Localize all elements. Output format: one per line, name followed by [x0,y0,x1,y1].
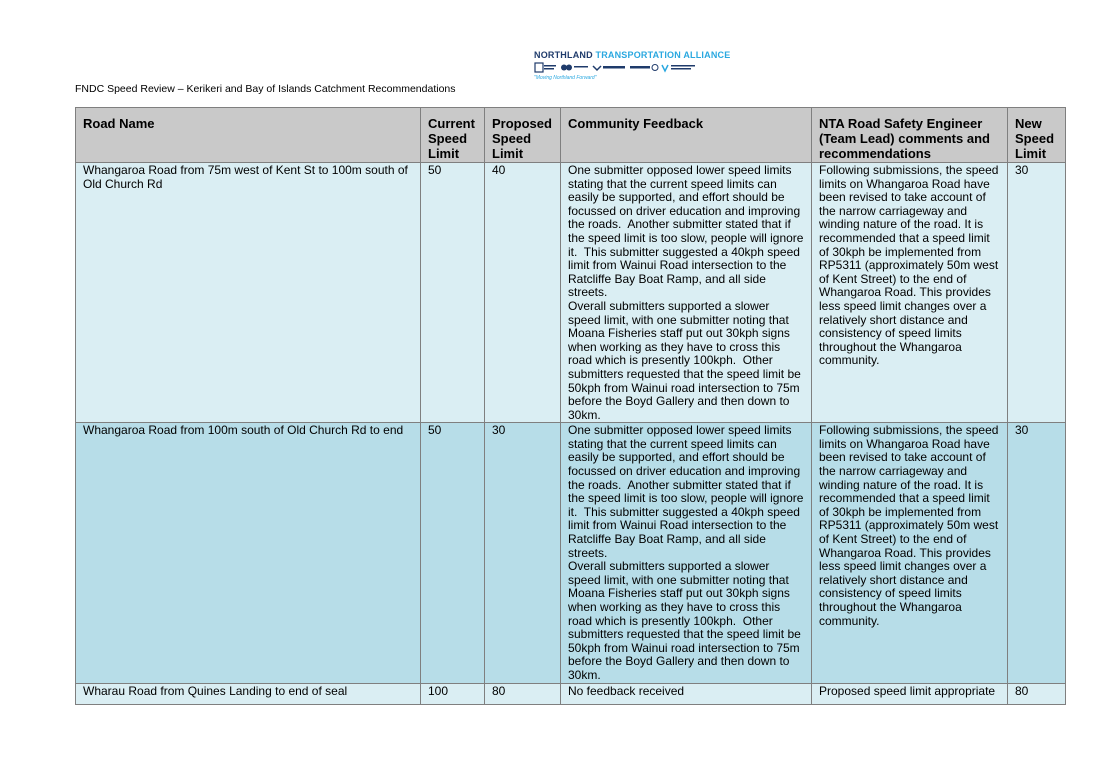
logo-partner-marks [534,62,704,74]
logo-title-part1: NORTHLAND [534,50,593,60]
header-road-name: Road Name [76,108,421,163]
fndc-mark [535,63,543,72]
cell-engineer-comments: Proposed speed limit appropriate [812,683,1008,704]
logo-title-part2: TRANSPORTATION ALLIANCE [595,50,731,60]
cell-new-speed: 80 [1008,683,1066,704]
document-title: FNDC Speed Review – Kerikeri and Bay of Islands Catchment Recommendations [75,83,456,95]
wdc-mark [593,66,601,70]
cell-proposed-speed: 40 [485,163,561,423]
nta-logo [534,50,731,82]
cell-road-name: Whangaroa Road from 100m south of Old Church Rd to end [76,423,421,683]
kdc-wordmark-line [574,66,588,68]
nzta-mark [662,65,668,71]
header-engineer-comments: NTA Road Safety Engineer (Team Lead) comments and recommendations [812,108,1008,163]
cell-current-speed: 50 [421,423,485,683]
nrc-mark [652,65,658,71]
cell-engineer-comments: Following submissions, the speed limits on Whangaroa Road have been revised to take account of the narrow carriageway and winding nature of the road. It is recommended that a speed limit of 30kph be implemented from RP5311 (approximately 50m west of Kent Street) to the end of Whangaroa Road. This provides less speed limit changes over a relatively short distance and consistency of speed limits throughout the Whangaroa community. [812,163,1008,423]
logo-tagline: "Moving Northland Forward" [534,75,597,81]
table-header-row [76,108,1066,163]
cell-new-speed: 30 [1008,163,1066,423]
table-row [76,163,1066,423]
table-row [76,683,1066,704]
nzta-wordmark-line [671,68,691,70]
cell-current-speed: 50 [421,163,485,423]
fndc-wordmark-line [544,65,556,67]
nzta-wordmark-line [671,65,695,67]
header-proposed-speed: Proposed Speed Limit [485,108,561,163]
partner-logos-graphic [534,62,704,74]
fndc-wordmark-line [544,68,554,70]
cell-road-name: Whangaroa Road from 75m west of Kent St to 100m south of Old Church Rd [76,163,421,423]
cell-community-feedback: No feedback received [561,683,812,704]
wdc-wordmark [603,66,625,69]
kdc-mark [566,65,572,71]
cell-proposed-speed: 30 [485,423,561,683]
cell-proposed-speed: 80 [485,683,561,704]
cell-engineer-comments: Following submissions, the speed limits on Whangaroa Road have been revised to take account of the narrow carriageway and winding nature of the road. It is recommended that a speed limit of 30kph be implemented from RP5311 (approximately 50m west of Kent Street) to the end of Whangaroa Road. This provides less speed limit changes over a relatively short distance and consistency of speed limits throughout the Whangaroa community. [812,423,1008,683]
logo-title [534,50,731,60]
nrc-wordmark [630,66,650,69]
cell-road-name: Wharau Road from Quines Landing to end of seal [76,683,421,704]
table-row [76,423,1066,683]
header-community-feedback: Community Feedback [561,108,812,163]
cell-current-speed: 100 [421,683,485,704]
header-new-speed: New Speed Limit [1008,108,1066,163]
cell-community-feedback: One submitter opposed lower speed limits stating that the current speed limits can easily be supported, and effort should be focussed on driver education and improving the roads. Another submitter stated that if the speed limit is too slow, people will ignore it. This submitter suggested a 40kph speed limit from Wainui Road intersection to the Ratcliffe Bay Boat Ramp, and all side streets. Overall submitters supported a slower speed limit, with one submitter noting that Moana Fisheries staff put out 30kph signs when working as they have to cross this road which is presently 100kph. Other submitters requested that the speed limit be 50kph from Wainui road intersection to 75m before the Boyd Gallery and then down to 30km. [561,163,812,423]
speed-review-table [75,107,1066,705]
cell-community-feedback: One submitter opposed lower speed limits stating that the current speed limits can easily be supported, and effort should be focussed on driver education and improving the roads. Another submitter stated that if the speed limit is too slow, people will ignore it. This submitter suggested a 40kph speed limit from Wainui Road intersection to the Ratcliffe Bay Boat Ramp, and all side streets. Overall submitters supported a slower speed limit, with one submitter noting that Moana Fisheries staff put out 30kph signs when working as they have to cross this road which is presently 100kph. Other submitters requested that the speed limit be 50kph from Wainui road intersection to 75m before the Boyd Gallery and then down to 30km. [561,423,812,683]
cell-new-speed: 30 [1008,423,1066,683]
header-current-speed: Current Speed Limit [421,108,485,163]
